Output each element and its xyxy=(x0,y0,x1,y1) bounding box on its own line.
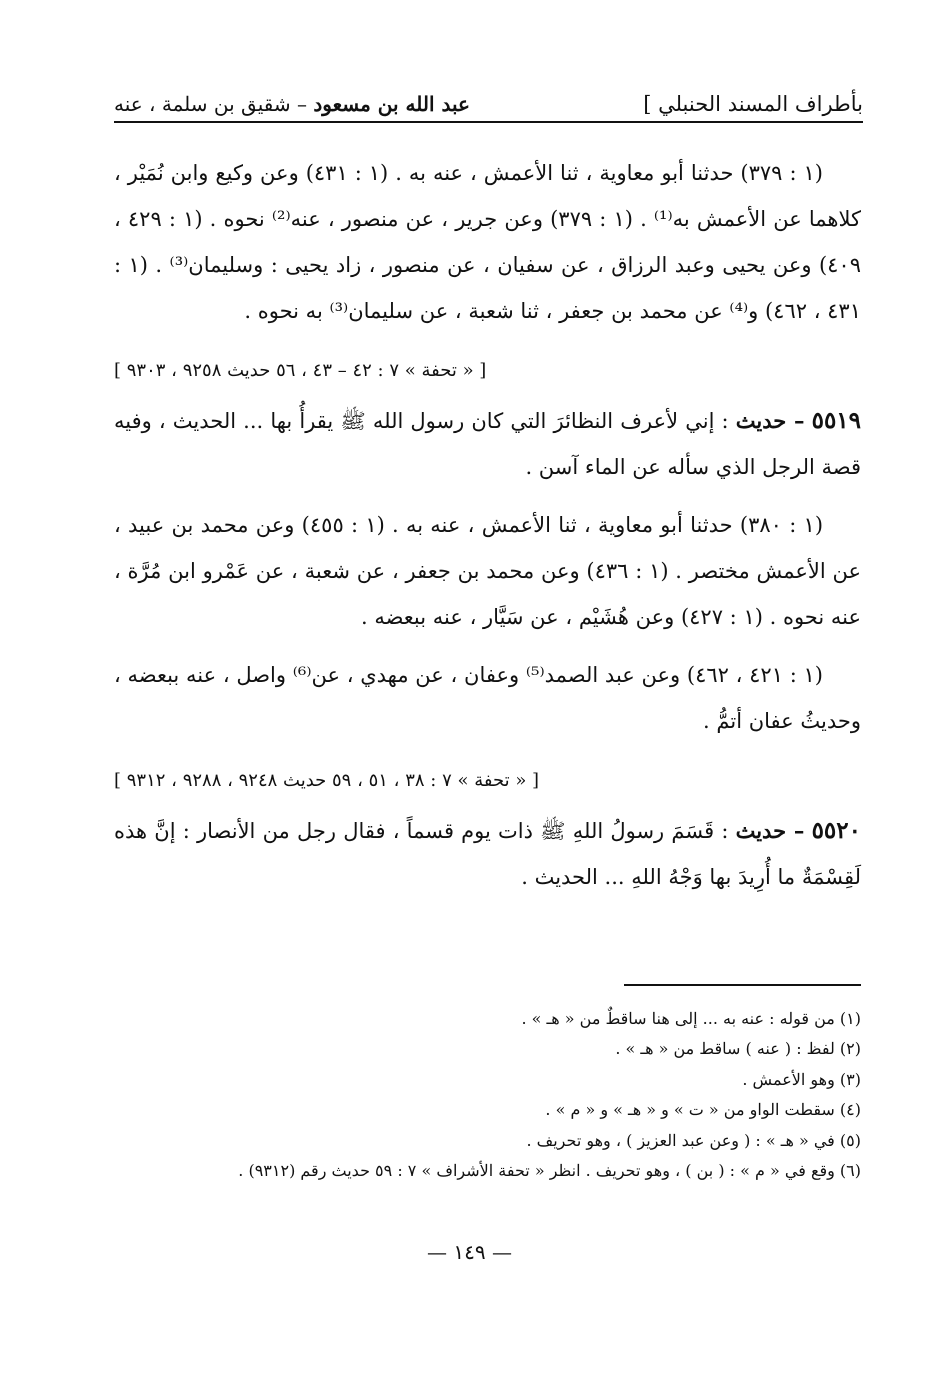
header-book-title: بأطراف المسند الحنبلي ] xyxy=(643,92,863,116)
footnote-item: (١) من قوله : عنه به ... إلى هنا ساقطٌ من « هـ » . xyxy=(521,1009,861,1028)
page-number: — ١٤٩ — xyxy=(427,1240,512,1264)
hadith-text: : إني لأعرف النظائرَ التي كان رسول الله ﷺ يقرأُ بها ... الحديث ، وفيه قصة الرجل الذي سأله عن الماء آسن . xyxy=(114,409,861,479)
tuhfa-reference-1: [ « تحفة » ٧ : ٤٢ – ٤٣ ، ٥٦ حديث ٩٢٥٨ ، ٩٣٠٣ ] xyxy=(114,360,487,381)
paragraph-isnad-2: (١ : ٣٨٠) حدثنا أبو معاوية ، ثنا الأعمش ، عنه به . (١ : ٤٥٥) وعن محمد بن عبيد ، عن الأعمش مختصر . (١ : ٤٣٦) وعن محمد بن جعفر ، عن شعبة ، عن عَمْرو ابن مُرَّة ، عنه نحوه . (١ : ٤٢٧) وعن هُشَيْم ، عن سَيَّار ، عنه ببعضه . xyxy=(114,513,862,629)
hadith-keyword: – حديث xyxy=(735,818,805,843)
tuhfa-reference-2: [ « تحفة » ٧ : ٣٨ ، ٥١ ، ٥٩ حديث ٩٢٤٨ ، ٩٢٨٨ ، ٩٣١٢ ] xyxy=(114,770,540,791)
hadith-entry-5520 xyxy=(114,808,861,900)
header-chapter-sub: – شقيق بن سلمة ، عنه xyxy=(114,92,314,116)
paragraph-isnad-1: (١ : ٣٧٩) حدثنا أبو معاوية ، ثنا الأعمش ، عنه به . (١ : ٤٣١) وعن وكيع وابن نُمَيْر ، كلاهما عن الأعمش به⁽¹⁾ . (١ : ٣٧٩) وعن جرير ، عن منصور ، عنه⁽²⁾ نحوه . (١ : ٤٢٩ ، ٤٠٩) وعن يحيى وعبد الرزاق ، عن سفيان ، عن منصور ، زاد يحيى : وسليمان⁽³⁾ . (١ : ٤٣١ ، ٤٦٢) و⁽⁴⁾ عن محمد بن جعفر ، ثنا شعبة ، عن سليمان⁽³⁾ به نحوه . xyxy=(114,161,861,323)
header-divider xyxy=(114,121,863,123)
footnote-item: (٣) وهو الأعمش . xyxy=(742,1069,861,1089)
paragraph-isnad-3: (١ : ٤٢١ ، ٤٦٢) وعن عبد الصمد⁽⁵⁾ وعفان ، عن مهدي ، عن⁽⁶⁾ واصل ، عنه ببعضه ، وحديثُ عفان أتمُّ . xyxy=(114,663,861,733)
footnote-item: (٢) لفظ : ( عنه ) ساقط من « هـ » . xyxy=(615,1039,861,1059)
hadith-keyword: – حديث xyxy=(735,408,805,433)
hadith-number: ٥٥٢٠ xyxy=(811,817,861,844)
footnote-divider xyxy=(624,984,861,986)
footnotes xyxy=(114,1004,861,1186)
footnote-item: (٦) وقع في « م » : ( بن ) ، وهو تحريف . انظر « تحفة الأشراف » ٧ : ٥٩ حديث رقم (٩٣١٢) . xyxy=(238,1161,861,1181)
hadith-entry-5519 xyxy=(114,398,861,490)
hadith-text: : قَسَمَ رسولُ اللهِ ﷺ ذات يوم قسماً ، فقال رجل من الأنصار : إنَّ هذه لَقِسْمَةٌ ما أُرِيدَ بها وَجْهُ اللهِ ... الحديث . xyxy=(114,819,861,889)
hadith-number: ٥٥١٩ xyxy=(811,407,862,434)
header-chapter xyxy=(114,92,470,116)
main-text xyxy=(114,150,861,900)
running-header xyxy=(114,82,863,116)
header-chapter-name: عبد الله بن مسعود xyxy=(313,92,470,116)
footnote-item: (٥) في « هـ » : ( وعن عبد العزيز ) ، وهو تحريف . xyxy=(526,1130,861,1150)
footnote-item: (٤) سقطت الواو من « ت » و « هـ » و « م » . xyxy=(545,1100,861,1120)
